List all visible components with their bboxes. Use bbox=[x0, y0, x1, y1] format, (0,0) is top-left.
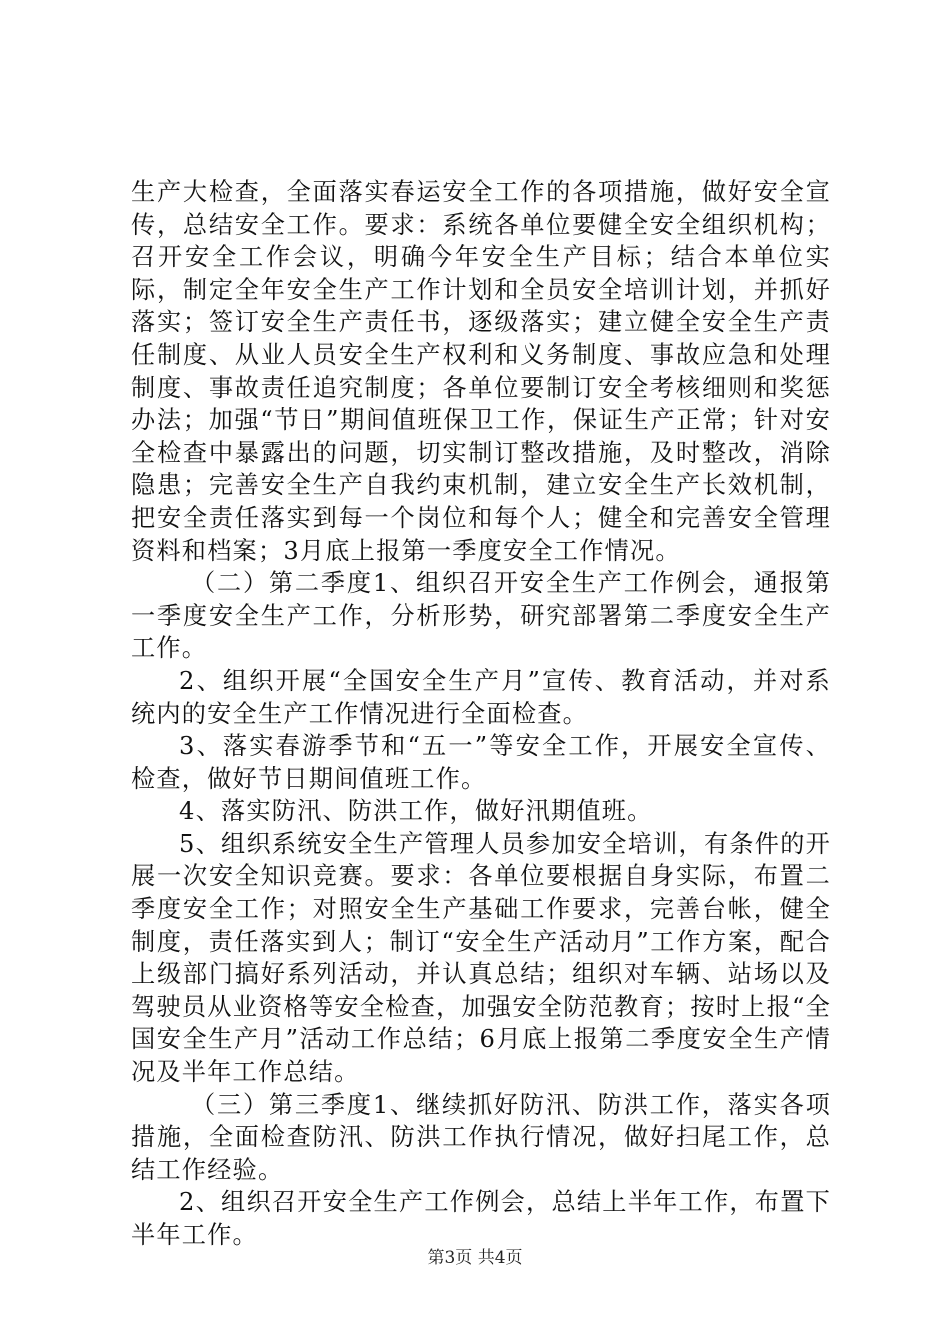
paragraph-q2-heading: （二）第二季度1、组织召开安全生产工作例会，通报第一季度安全生产工作，分析形势，研究部署第二季度安全生产工作。 bbox=[131, 569, 831, 663]
paragraph-q3-item-2: 2、组织召开安全生产工作例会，总结上半年工作，布置下半年工作。 bbox=[131, 1188, 831, 1249]
paragraph-q3-heading: （三）第三季度1、继续抓好防汛、防洪工作，落实各项措施，全面检查防汛、防洪工作执行情况，做好扫尾工作，总结工作经验。 bbox=[131, 1090, 831, 1184]
document-body bbox=[131, 176, 831, 1252]
paragraph-q2-item-4: 4、落实防汛、防洪工作，做好汛期值班。 bbox=[179, 797, 653, 826]
paragraph-q2-item-3: 3、落实春游季节和“五一”等安全工作，开展安全宣传、检查，做好节日期间值班工作。 bbox=[131, 732, 831, 793]
paragraph-q2-item-2: 2、组织开展“全国安全生产月”宣传、教育活动，并对系统内的安全生产工作情况进行全面检查。 bbox=[131, 666, 831, 728]
paragraph-q1-requirements: 生产大检查，全面落实春运安全工作的各项措施，做好安全宣传，总结安全工作。要求：系统各单位要健全安全组织机构；召开安全工作会议，明确今年安全生产目标；结合本单位实际，制定全年安全生产工作计划和全员安全培训计划，并抓好落实；签订安全生产责任书，逐级落实；建立健全安全生产责任制度、从业人员安全生产权利和义务制度、事故应急和处理制度、事故责任追究制度；各单位要制订安全考核细则和奖惩办法；加强“节日”期间值班保卫工作，保证生产正常；针对安全检查中暴露出的问题，切实制订整改措施，及时整改，消除隐患；完善安全生产自我约束机制，建立安全生产长效机制，把安全责任落实到每一个岗位和每个人；健全和完善安全管理资料和档案；3月底上报第一季度安全工作情况。 bbox=[131, 178, 831, 565]
paragraph-q2-item-5: 5、组织系统安全生产管理人员参加安全培训，有条件的开展一次安全知识竞赛。要求：各单位要根据自身实际，布置二季度安全工作；对照安全生产基础工作要求，完善台帐，健全制度，责任落实到人；制订“安全生产活动月”工作方案，配合上级部门搞好系列活动，并认真总结；组织对车辆、站场以及驾驶员从业资格等安全检查，加强安全防范教育；按时上报“全国安全生产月”活动工作总结；6月底上报第二季度安全生产情况及半年工作总结。 bbox=[131, 829, 831, 1087]
page-number-footer: 第3页 共4页 bbox=[427, 1248, 523, 1268]
